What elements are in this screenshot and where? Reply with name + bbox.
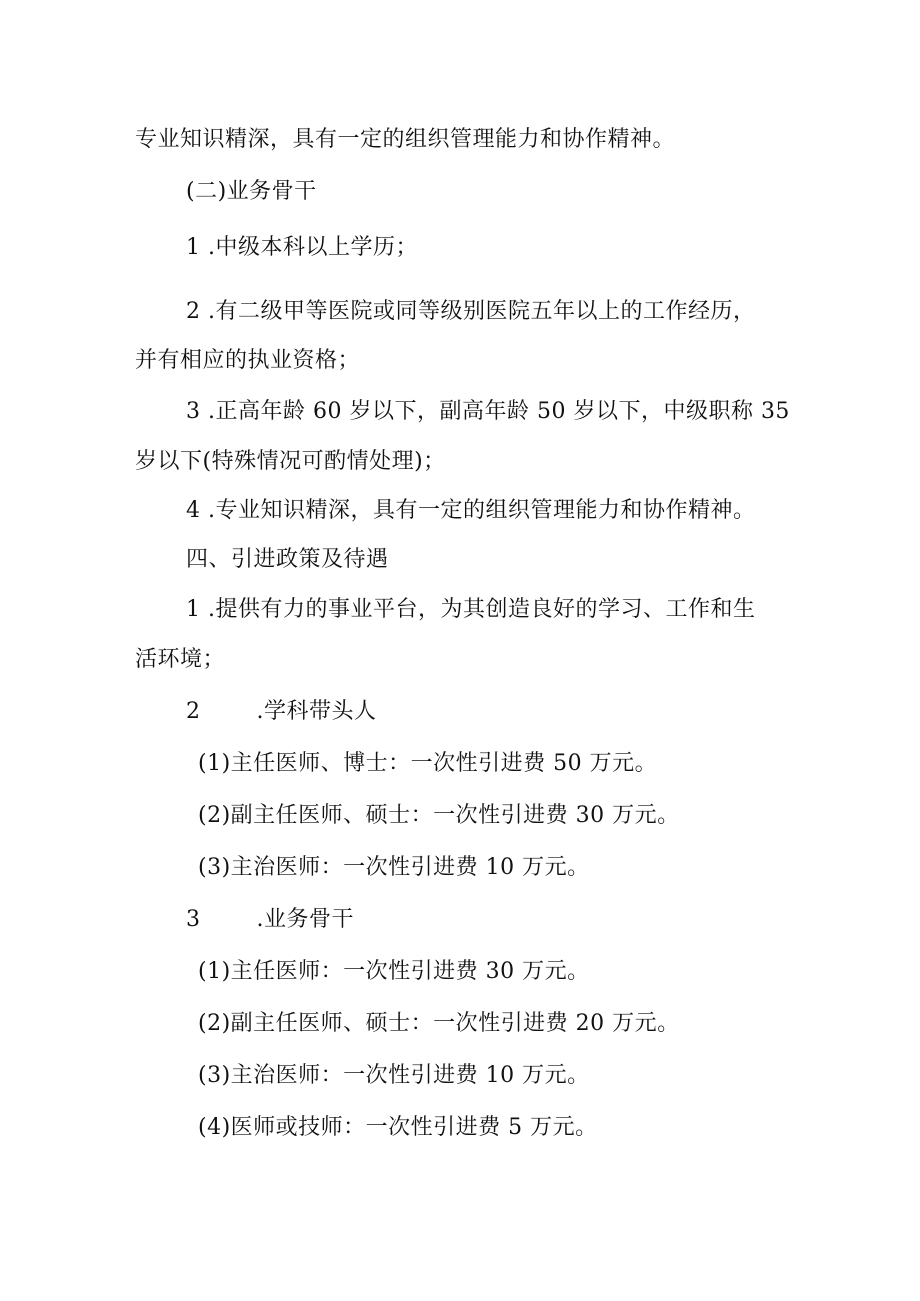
sub-list-item: (2)副主任医师、硕士：一次性引进费 30 万元。 — [198, 803, 680, 828]
list-item-continuation: 活环境； — [135, 647, 226, 672]
paragraph-line: 专业知识精深，具有一定的组织管理能力和协作精神。 — [135, 127, 676, 152]
sub-list-item: (3)主治医师：一次性引进费 10 万元。 — [198, 855, 590, 880]
list-item: 2 .有二级甲等医院或同等级别医院五年以上的工作经历， — [186, 299, 756, 324]
list-item: 4 .专业知识精深，具有一定的组织管理能力和协作精神。 — [186, 498, 756, 523]
sub-list-item: (2)副主任医师、硕士：一次性引进费 20 万元。 — [198, 1011, 680, 1036]
list-item-continuation: 并有相应的执业资格； — [135, 348, 361, 373]
list-item — [186, 905, 354, 935]
sub-list-item: (1)主任医师：一次性引进费 30 万元。 — [198, 959, 590, 984]
sub-list-item: (3)主治医师：一次性引进费 10 万元。 — [198, 1063, 590, 1088]
section-heading: 四、引进政策及待遇 — [186, 547, 389, 572]
list-item: 3 .正高年龄 60 岁以下，副高年龄 50 岁以下，中级职称 35 — [186, 399, 790, 424]
list-item-number: 2 — [186, 699, 201, 724]
list-item-continuation: 岁以下(特殊情况可酌情处理)； — [135, 449, 446, 474]
list-item: 1 .中级本科以上学历； — [186, 235, 418, 260]
list-item: 1 .提供有力的事业平台，为其创造良好的学习、工作和生 — [186, 597, 756, 622]
section-heading: (二)业务骨干 — [186, 179, 317, 204]
list-item — [186, 697, 377, 727]
sub-list-item: (1)主任医师、博士：一次性引进费 50 万元。 — [198, 751, 658, 776]
list-item-number: 3 — [186, 907, 201, 932]
sub-list-item: (4)医师或技师：一次性引进费 5 万元。 — [198, 1115, 598, 1140]
list-item-text: .学科带头人 — [256, 699, 377, 724]
list-item-text: .业务骨干 — [256, 907, 354, 932]
